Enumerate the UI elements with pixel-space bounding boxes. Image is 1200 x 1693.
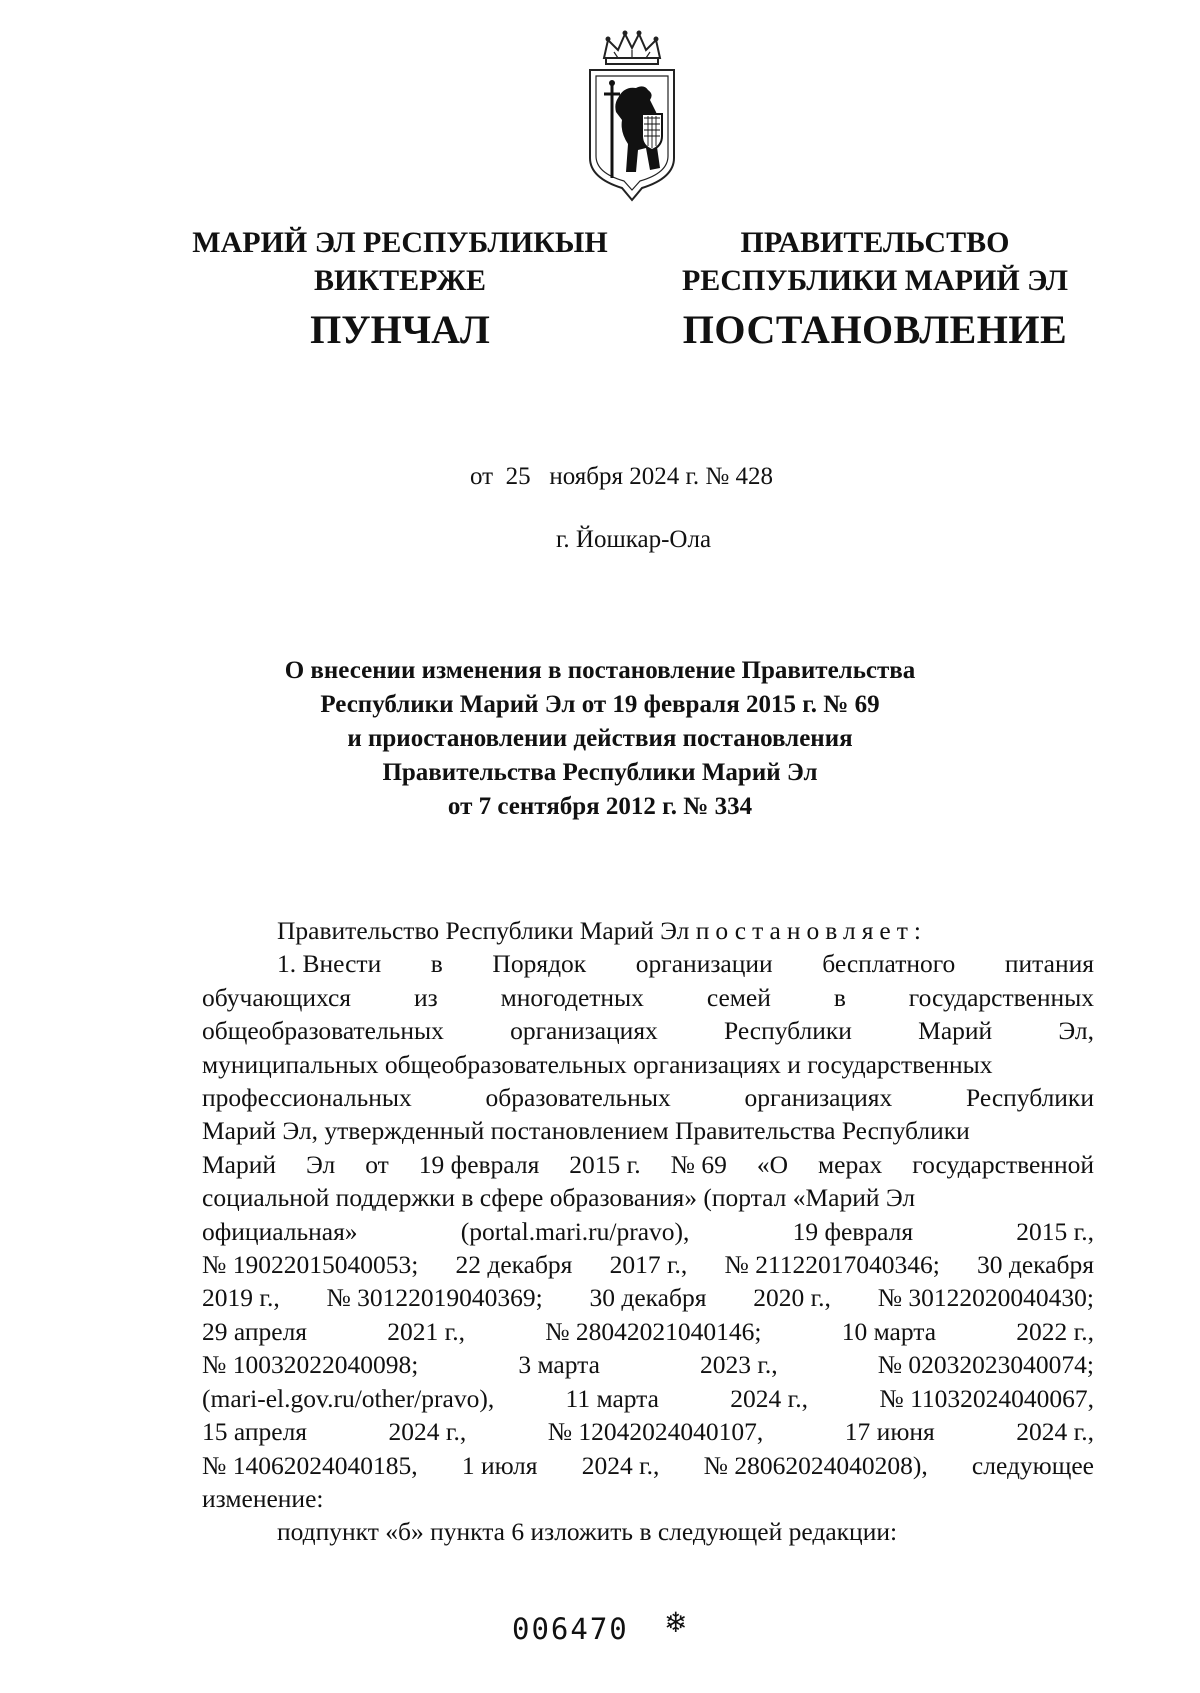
body-word: официальная» (202, 1216, 358, 1246)
body-word: муниципальных общеобразовательных организациях и государственных (202, 1049, 993, 1079)
document-date-line (470, 463, 773, 491)
body-word: многодетных (500, 982, 644, 1012)
date-prefix: от (470, 463, 494, 490)
body-word: в (430, 949, 443, 979)
body-word: 10 марта (841, 1316, 937, 1346)
body-word: 22 декабря (455, 1250, 573, 1280)
body-word: от (365, 1149, 389, 1179)
body-line (202, 1048, 1094, 1081)
body-line (202, 1114, 1094, 1147)
body-word: 2024 г., (1016, 1417, 1094, 1447)
doc-type-mari: ПУНЧАЛ (310, 307, 490, 352)
body-line (202, 1248, 1094, 1281)
body-word: социальной поддержки в сфере образования» (портал «Марий Эл (202, 1183, 916, 1213)
body-word: Порядок (492, 949, 587, 979)
body-word: государственной (912, 1149, 1094, 1179)
preamble (202, 914, 1094, 947)
body-word: бесплатного (822, 949, 956, 979)
body-word: 30 декабря (589, 1283, 707, 1313)
body-word: организациях (510, 1016, 658, 1046)
body-word: Марий Эл, утвержденный постановлением Правительства Республики (202, 1116, 970, 1146)
body-word: семей (706, 982, 771, 1012)
body-word: 30 декабря (977, 1250, 1094, 1280)
body-word: № 30122020040430; (877, 1283, 1094, 1313)
body-word: Республики (966, 1083, 1094, 1113)
header-left-line1: МАРИЙ ЭЛ РЕСПУБЛИКЫН (192, 226, 608, 259)
header-left-org (180, 224, 620, 300)
body-line (202, 981, 1094, 1014)
body-line (202, 1415, 1094, 1448)
body-line (202, 1181, 1094, 1214)
body-line (202, 947, 1094, 980)
body-line (202, 1315, 1094, 1348)
body-line (202, 1014, 1094, 1047)
city-line: г. Йошкар-Ола (556, 526, 712, 553)
body-line (202, 1348, 1094, 1381)
body-word: 2020 г., (753, 1283, 831, 1313)
title-line: О внесении изменения в постановление Правительства (284, 657, 916, 684)
republic-coat-of-arms-icon (584, 28, 680, 202)
body-word: 19 февраля (792, 1216, 914, 1246)
body-line (202, 1482, 1094, 1515)
body-word: профессиональных (202, 1083, 412, 1113)
body-word: «О (756, 1149, 788, 1179)
body-word: 2021 г., (387, 1316, 465, 1346)
body-word: 2024 г., (730, 1383, 809, 1413)
body-word: следующее (971, 1450, 1094, 1480)
body-word: (portal.mari.ru/pravo), (460, 1216, 690, 1246)
body-word: 19 февраля (418, 1149, 540, 1179)
body-word: № 11032024040067, (879, 1383, 1094, 1413)
snowflake-mark-icon: ❄ (664, 1606, 688, 1639)
body-line (202, 1281, 1094, 1314)
body-word: № 69 (670, 1149, 727, 1179)
body-word: организации (635, 949, 773, 979)
body-word: из (413, 982, 438, 1012)
body-word: № 14062024040185, (202, 1450, 418, 1480)
body-word: 1. Внести (277, 949, 382, 979)
header-right-org (675, 224, 1075, 300)
body-word: № 30122019040369; (326, 1283, 543, 1313)
body-word: № 10032022040098; (202, 1350, 419, 1380)
header-right-line2: РЕСПУБЛИКИ МАРИЙ ЭЛ (681, 264, 1068, 297)
title-line: Правительства Республики Марий Эл (382, 759, 818, 786)
body-word: 3 марта (518, 1350, 600, 1380)
body-word: мерах (817, 1149, 883, 1179)
closing-line: подпункт «б» пункта 6 изложить в следующей редакции: (277, 1517, 898, 1547)
form-serial-number: 006470 (512, 1612, 629, 1646)
body-line (202, 1081, 1094, 1114)
body-word: 2022 г., (1016, 1316, 1094, 1346)
doc-type-russian: ПОСТАНОВЛЕНИЕ (682, 307, 1068, 352)
body-word: 15 апреля (202, 1417, 308, 1447)
title-line: от 7 сентября 2012 г. № 334 (447, 793, 753, 820)
document-number: 428 (735, 463, 774, 490)
body-word: № 28062024040208), (703, 1450, 928, 1480)
body-word: 2015 г., (1016, 1216, 1094, 1246)
document-body (202, 914, 1094, 1549)
body-word: № 28042021040146; (545, 1316, 762, 1346)
body-word: (mari-el.gov.ru/other/pravo), (202, 1383, 495, 1413)
body-word: 11 марта (565, 1383, 659, 1413)
document-title (230, 654, 970, 824)
body-word: 17 июня (844, 1417, 935, 1447)
body-word: 1 июля (461, 1450, 538, 1480)
body-word: Эл (306, 1149, 336, 1179)
body-word: 29 апреля (202, 1316, 308, 1346)
preamble-verb: постановляет: (695, 916, 927, 945)
body-line (202, 1382, 1094, 1415)
body-word: 2015 г. (569, 1149, 641, 1179)
preamble-subject: Правительство Республики Марий Эл (277, 916, 690, 945)
date-day: 25 (505, 463, 531, 490)
title-line: и приостановлении действия постановления (347, 725, 853, 752)
body-word: № 12042024040107, (547, 1417, 764, 1447)
body-word: 2017 г., (609, 1250, 688, 1280)
body-line (202, 1148, 1094, 1181)
body-word: Марий (202, 1149, 277, 1179)
body-word: Эл, (1058, 1016, 1094, 1046)
body-word: общеобразовательных (202, 1016, 444, 1046)
body-word: 2023 г., (699, 1350, 778, 1380)
body-word: 2024 г., (581, 1450, 660, 1480)
body-word: № 02032023040074; (877, 1350, 1094, 1380)
body-paragraph (202, 947, 1094, 1515)
body-word: государственных (908, 982, 1094, 1012)
body-word: обучающихся (202, 982, 352, 1012)
body-word: 2024 г., (388, 1417, 467, 1447)
body-line (202, 1449, 1094, 1482)
body-word: 2019 г., (202, 1283, 280, 1313)
body-word: Марий (918, 1016, 993, 1046)
body-word: образовательных (485, 1083, 671, 1113)
body-word: № 19022015040053; (202, 1250, 419, 1280)
title-line: Республики Марий Эл от 19 февраля 2015 г. № 69 (320, 691, 880, 718)
body-word: № 21122017040346; (724, 1250, 940, 1280)
body-word: питания (1004, 949, 1094, 979)
body-word: Республики (724, 1016, 852, 1046)
body-word: организациях (744, 1083, 893, 1113)
date-month-year: ноября 2024 г. (549, 463, 700, 490)
body-word: изменение: (202, 1483, 324, 1513)
body-line (202, 1215, 1094, 1248)
header-left-line2: ВИКТЕРЖЕ (313, 264, 487, 297)
number-label: № (705, 463, 730, 490)
body-word: в (833, 982, 846, 1012)
header-right-line1: ПРАВИТЕЛЬСТВО (740, 226, 1010, 259)
